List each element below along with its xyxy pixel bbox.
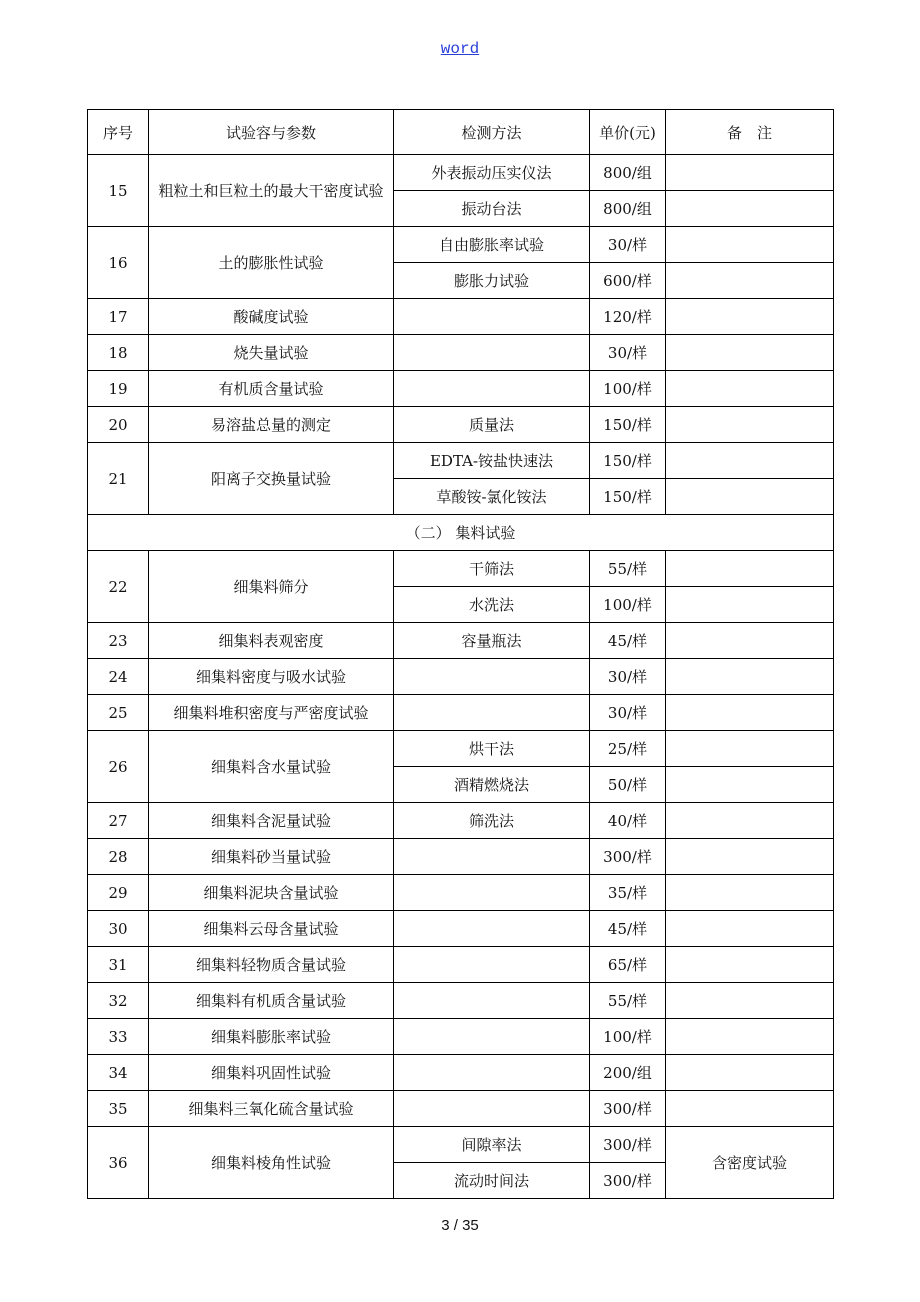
- row-item: 阳离子交换量试验: [149, 443, 394, 515]
- header-cell-method: 检测方法: [394, 110, 590, 155]
- row-method: 流动时间法: [394, 1163, 590, 1199]
- row-price: 45/样: [590, 911, 666, 947]
- row-note: [666, 191, 834, 227]
- table-row: [88, 155, 834, 191]
- row-note: [666, 407, 834, 443]
- row-note: [666, 335, 834, 371]
- row-number: 18: [88, 335, 149, 371]
- row-method: 水洗法: [394, 587, 590, 623]
- row-method: [394, 1019, 590, 1055]
- row-note: [666, 803, 834, 839]
- row-note: [666, 695, 834, 731]
- row-item: 细集料堆积密度与严密度试验: [149, 695, 394, 731]
- row-method: 间隙率法: [394, 1127, 590, 1163]
- table-row: [88, 623, 834, 659]
- row-price: 100/样: [590, 587, 666, 623]
- row-note: [666, 731, 834, 767]
- row-method: 振动台法: [394, 191, 590, 227]
- row-item: 土的膨胀性试验: [149, 227, 394, 299]
- row-item: 细集料有机质含量试验: [149, 983, 394, 1019]
- row-price: 50/样: [590, 767, 666, 803]
- row-note: [666, 227, 834, 263]
- table-row: [88, 947, 834, 983]
- row-price: 150/样: [590, 479, 666, 515]
- row-price: 800/组: [590, 155, 666, 191]
- table-row: [88, 1091, 834, 1127]
- row-price: 200/组: [590, 1055, 666, 1091]
- row-item: 细集料棱角性试验: [149, 1127, 394, 1199]
- row-price: 150/样: [590, 407, 666, 443]
- row-number: 26: [88, 731, 149, 803]
- row-price: 300/样: [590, 839, 666, 875]
- row-method: 外表振动压实仪法: [394, 155, 590, 191]
- row-note: [666, 299, 834, 335]
- row-item: 细集料密度与吸水试验: [149, 659, 394, 695]
- row-item: 烧失量试验: [149, 335, 394, 371]
- row-number: 23: [88, 623, 149, 659]
- row-note: [666, 623, 834, 659]
- row-item: 细集料筛分: [149, 551, 394, 623]
- table-row: [88, 1127, 834, 1163]
- row-method: [394, 695, 590, 731]
- row-price: 30/样: [590, 659, 666, 695]
- row-number: 28: [88, 839, 149, 875]
- price-table: [87, 109, 834, 1199]
- row-item: 有机质含量试验: [149, 371, 394, 407]
- row-method: 膨胀力试验: [394, 263, 590, 299]
- table-row: [88, 227, 834, 263]
- row-number: 36: [88, 1127, 149, 1199]
- row-price: 800/组: [590, 191, 666, 227]
- row-number: 35: [88, 1091, 149, 1127]
- header-cell-note: 备 注: [666, 110, 834, 155]
- row-method: 质量法: [394, 407, 590, 443]
- row-item: 细集料云母含量试验: [149, 911, 394, 947]
- row-item: 细集料膨胀率试验: [149, 1019, 394, 1055]
- row-number: 16: [88, 227, 149, 299]
- row-note: [666, 659, 834, 695]
- header-cell-item: 试验容与参数: [149, 110, 394, 155]
- row-item: 易溶盐总量的测定: [149, 407, 394, 443]
- row-method: [394, 947, 590, 983]
- row-note: [666, 1055, 834, 1091]
- row-price: 300/样: [590, 1163, 666, 1199]
- row-method: 酒精燃烧法: [394, 767, 590, 803]
- row-method: 干筛法: [394, 551, 590, 587]
- row-number: 22: [88, 551, 149, 623]
- section-row: [88, 515, 834, 551]
- row-method: [394, 911, 590, 947]
- row-number: 29: [88, 875, 149, 911]
- row-number: 17: [88, 299, 149, 335]
- row-number: 24: [88, 659, 149, 695]
- row-note: [666, 587, 834, 623]
- row-note: [666, 443, 834, 479]
- row-note: [666, 371, 834, 407]
- page-number: 3 / 35: [441, 1217, 479, 1234]
- row-method: [394, 659, 590, 695]
- row-number: 30: [88, 911, 149, 947]
- table-header-row: [88, 110, 834, 155]
- row-item: 酸碱度试验: [149, 299, 394, 335]
- row-price: 25/样: [590, 731, 666, 767]
- row-price: 300/样: [590, 1127, 666, 1163]
- row-price: 30/样: [590, 695, 666, 731]
- table-row: [88, 371, 834, 407]
- row-method: [394, 875, 590, 911]
- row-price: 40/样: [590, 803, 666, 839]
- row-price: 55/样: [590, 983, 666, 1019]
- row-method: 草酸铵-氯化铵法: [394, 479, 590, 515]
- row-method: 自由膨胀率试验: [394, 227, 590, 263]
- table-row: [88, 443, 834, 479]
- row-note: 含密度试验: [666, 1127, 834, 1199]
- table-row: [88, 407, 834, 443]
- row-number: 27: [88, 803, 149, 839]
- row-note: [666, 479, 834, 515]
- row-method: EDTA-铵盐快速法: [394, 443, 590, 479]
- table-row: [88, 695, 834, 731]
- header-cell-number: 序号: [88, 110, 149, 155]
- row-price: 100/样: [590, 371, 666, 407]
- row-price: 100/样: [590, 1019, 666, 1055]
- row-note: [666, 983, 834, 1019]
- row-price: 35/样: [590, 875, 666, 911]
- row-note: [666, 875, 834, 911]
- row-price: 65/样: [590, 947, 666, 983]
- row-price: 150/样: [590, 443, 666, 479]
- row-note: [666, 767, 834, 803]
- row-price: 45/样: [590, 623, 666, 659]
- row-method: [394, 1055, 590, 1091]
- row-method: [394, 839, 590, 875]
- row-number: 33: [88, 1019, 149, 1055]
- row-method: [394, 335, 590, 371]
- row-item: 细集料表观密度: [149, 623, 394, 659]
- row-note: [666, 551, 834, 587]
- row-item: 细集料砂当量试验: [149, 839, 394, 875]
- row-price: 120/样: [590, 299, 666, 335]
- row-note: [666, 155, 834, 191]
- table-row: [88, 1055, 834, 1091]
- table-row: [88, 983, 834, 1019]
- table-row: [88, 659, 834, 695]
- table-row: [88, 911, 834, 947]
- row-number: 32: [88, 983, 149, 1019]
- row-number: 25: [88, 695, 149, 731]
- row-price: 30/样: [590, 335, 666, 371]
- row-method: 筛洗法: [394, 803, 590, 839]
- row-note: [666, 947, 834, 983]
- row-number: 21: [88, 443, 149, 515]
- table-row: [88, 839, 834, 875]
- row-number: 31: [88, 947, 149, 983]
- row-number: 34: [88, 1055, 149, 1091]
- section-title: （二） 集料试验: [88, 515, 834, 551]
- row-method: 容量瓶法: [394, 623, 590, 659]
- row-item: 细集料泥块含量试验: [149, 875, 394, 911]
- row-note: [666, 263, 834, 299]
- row-method: [394, 1091, 590, 1127]
- row-item: 粗粒土和巨粒土的最大干密度试验: [149, 155, 394, 227]
- row-price: 55/样: [590, 551, 666, 587]
- row-item: 细集料三氧化硫含量试验: [149, 1091, 394, 1127]
- table-row: [88, 1019, 834, 1055]
- table-row: [88, 803, 834, 839]
- row-note: [666, 1019, 834, 1055]
- row-method: 烘干法: [394, 731, 590, 767]
- row-note: [666, 839, 834, 875]
- row-item: 细集料轻物质含量试验: [149, 947, 394, 983]
- row-note: [666, 911, 834, 947]
- table-row: [88, 875, 834, 911]
- table-row: [88, 335, 834, 371]
- row-item: 细集料含泥量试验: [149, 803, 394, 839]
- header-cell-price: 单价(元): [590, 110, 666, 155]
- row-number: 19: [88, 371, 149, 407]
- table-row: [88, 731, 834, 767]
- row-item: 细集料巩固性试验: [149, 1055, 394, 1091]
- row-note: [666, 1091, 834, 1127]
- row-method: [394, 983, 590, 1019]
- row-price: 30/样: [590, 227, 666, 263]
- row-method: [394, 371, 590, 407]
- table-row: [88, 299, 834, 335]
- row-number: 20: [88, 407, 149, 443]
- row-price: 300/样: [590, 1091, 666, 1127]
- table-row: [88, 551, 834, 587]
- row-number: 15: [88, 155, 149, 227]
- row-item: 细集料含水量试验: [149, 731, 394, 803]
- row-price: 600/样: [590, 263, 666, 299]
- row-method: [394, 299, 590, 335]
- header-word-link[interactable]: word: [440, 40, 480, 58]
